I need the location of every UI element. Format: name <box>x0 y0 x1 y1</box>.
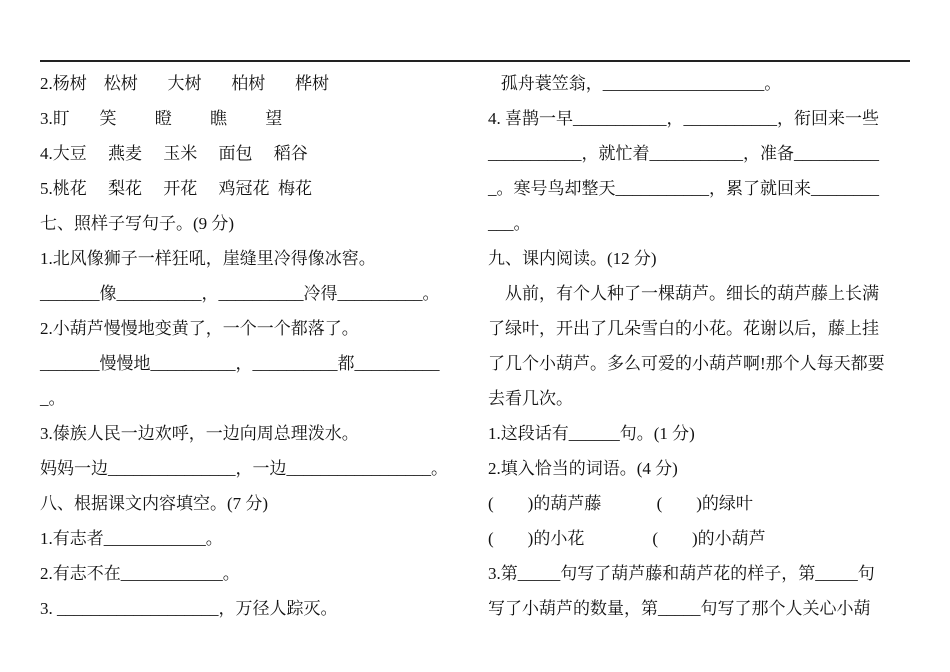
word-group-line: 4.大豆 燕麦 玉米 面包 稻谷 <box>40 144 308 163</box>
question-line: 2.填入恰当的词语。(4 分) <box>488 459 678 478</box>
section-9-title: 九、课内阅读。(12 分) <box>488 249 657 268</box>
word-group-line: 3.盯 笑 瞪 瞧 望 <box>40 109 283 128</box>
example-sentence: 1.北风像狮子一样狂吼，崖缝里冷得像冰窖。 <box>40 249 376 268</box>
reading-passage-line: 从前，有个人种了一棵葫芦。细长的葫芦藤上长满 <box>488 284 879 303</box>
section-8-title: 八、根据课文内容填空。(7 分) <box>40 494 269 513</box>
fill-blank-line: 2.有志不在____________。 <box>40 564 240 583</box>
phrase-options-line: ( )的小花 ( )的小葫芦 <box>488 529 766 548</box>
right-column <box>488 66 913 626</box>
fill-blank-line: ___________，就忙着___________，准备__________ <box>488 144 879 163</box>
fill-blank-line: _______慢慢地__________，__________都__________ <box>40 354 440 373</box>
question-line: 写了小葫芦的数量，第_____句写了那个人关心小葫 <box>488 599 871 618</box>
question-line: 1.这段话有______句。(1 分) <box>488 424 695 443</box>
left-column <box>40 66 465 626</box>
section-7-title: 七、照样子写句子。(9 分) <box>40 214 235 233</box>
fill-blank-line: _______像__________，__________冷得__________。 <box>40 284 440 303</box>
fill-blank-line: 4. 喜鹊一早___________，___________，衔回来一些 <box>488 109 879 128</box>
fill-blank-line: 1.有志者____________。 <box>40 529 223 548</box>
fill-blank-line: 妈妈一边_______________，一边_________________。 <box>40 459 448 478</box>
question-line: 3.第_____句写了葫芦藤和葫芦花的样子，第_____句 <box>488 564 875 583</box>
fill-blank-line: 3. ___________________，万径人踪灭。 <box>40 599 338 618</box>
reading-passage-line: 去看几次。 <box>488 389 573 408</box>
reading-passage-line: 了几个小葫芦。多么可爱的小葫芦啊!那个人每天都要 <box>488 354 885 373</box>
top-rule <box>40 60 910 62</box>
fill-blank-line: _。寒号鸟却整天___________，累了就回来________ <box>488 179 879 198</box>
word-group-line: 5.桃花 梨花 开花 鸡冠花 梅花 <box>40 179 312 198</box>
example-sentence: 3.傣族人民一边欢呼，一边向周总理泼水。 <box>40 424 359 443</box>
fill-blank-line: _。 <box>40 389 66 408</box>
phrase-options-line: ( )的葫芦藤 ( )的绿叶 <box>488 494 753 513</box>
fill-blank-line: 孤舟蓑笠翁，___________________。 <box>488 74 782 93</box>
fill-blank-line: ___。 <box>488 214 531 233</box>
example-sentence: 2.小葫芦慢慢地变黄了，一个一个都落了。 <box>40 319 359 338</box>
word-group-line: 2.杨树 松树 大树 柏树 桦树 <box>40 74 329 93</box>
reading-passage-line: 了绿叶，开出了几朵雪白的小花。花谢以后，藤上挂 <box>488 319 879 338</box>
